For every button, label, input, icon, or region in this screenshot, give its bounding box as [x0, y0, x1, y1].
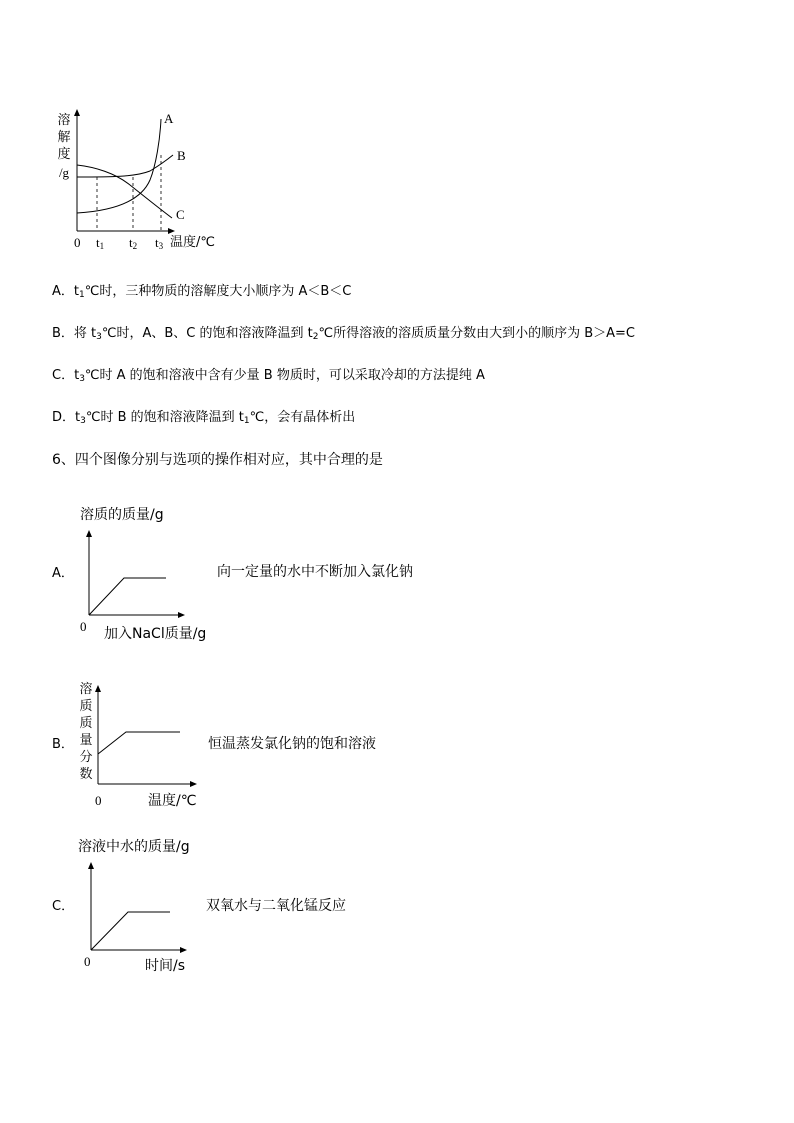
- curve-a: [77, 119, 161, 213]
- y-axis-label-char: 质: [79, 716, 93, 731]
- x-axis-label: 温度/℃: [148, 793, 197, 809]
- x-axis-label: 时间/s: [145, 958, 186, 974]
- origin-label: 0: [74, 235, 81, 250]
- option-description: 向一定量的水中不断加入氯化钠: [217, 564, 413, 580]
- graph-line: [91, 912, 170, 950]
- q5-option-d: D．$t_3℃$时 B 的饱和溶液降温到 $t_1℃$，会有晶体析出: [52, 410, 356, 426]
- curve-label-b: B: [177, 148, 186, 163]
- option-letter: C．: [52, 899, 75, 914]
- x-axis-label: 加入NaCl质量/g: [104, 626, 207, 642]
- option-description: 恒温蒸发氯化钠的饱和溶液: [208, 736, 376, 752]
- q5-option-b: B．将 $t_3℃$时，A、B、C 的饱和溶液降温到 $t_2℃$所得溶液的溶质质量分数由大到小的顺序为 B＞A=C: [52, 326, 635, 342]
- y-axis-label: 溶液中水的质量/g: [78, 839, 190, 855]
- y-axis-label-char: 解: [57, 130, 71, 145]
- curve-c: [77, 165, 172, 218]
- origin-label: 0: [95, 793, 102, 808]
- y-axis-label-char: 数: [79, 767, 93, 782]
- tick-t1: $t_1$: [96, 235, 105, 251]
- graph-line: [89, 578, 166, 615]
- y-axis-label-char: 溶: [57, 113, 71, 128]
- graph-c: [84, 857, 194, 957]
- y-axis-label-char: 度: [57, 147, 71, 162]
- y-axis-label-char: /g: [58, 165, 70, 180]
- option-description: 双氧水与二氧化锰反应: [206, 898, 346, 914]
- y-axis-label-char: 量: [79, 733, 93, 748]
- y-axis-label-char: 质: [79, 699, 93, 714]
- curve-label-c: C: [176, 207, 185, 222]
- graph-line: [98, 732, 180, 754]
- curve-b: [77, 155, 173, 177]
- origin-label: 0: [84, 954, 91, 969]
- graph-b: [92, 680, 202, 790]
- y-axis-label-char: 分: [79, 750, 93, 765]
- y-axis-label: 溶质的质量/g: [80, 507, 164, 523]
- origin-label: 0: [80, 619, 87, 634]
- solubility-chart: [60, 105, 240, 255]
- graph-a: [82, 525, 192, 620]
- q5-option-c: C．$t_3℃$时 A 的饱和溶液中含有少量 B 物质时，可以采取冷却的方法提纯 A: [52, 368, 485, 384]
- q6-stem: 6、四个图像分别与选项的操作相对应，其中合理的是: [52, 452, 383, 468]
- x-axis-label: 温度/℃: [170, 235, 215, 250]
- tick-t3: $t_3$: [155, 235, 164, 251]
- curve-label-a: A: [164, 111, 174, 126]
- tick-t2: $t_2$: [129, 235, 138, 251]
- y-axis-label-char: 溶: [79, 682, 93, 697]
- q5-option-a: A．$t_1℃$时，三种物质的溶解度大小顺序为 A＜B＜C: [52, 284, 352, 300]
- option-letter: B．: [52, 737, 74, 752]
- option-letter: A．: [52, 566, 74, 581]
